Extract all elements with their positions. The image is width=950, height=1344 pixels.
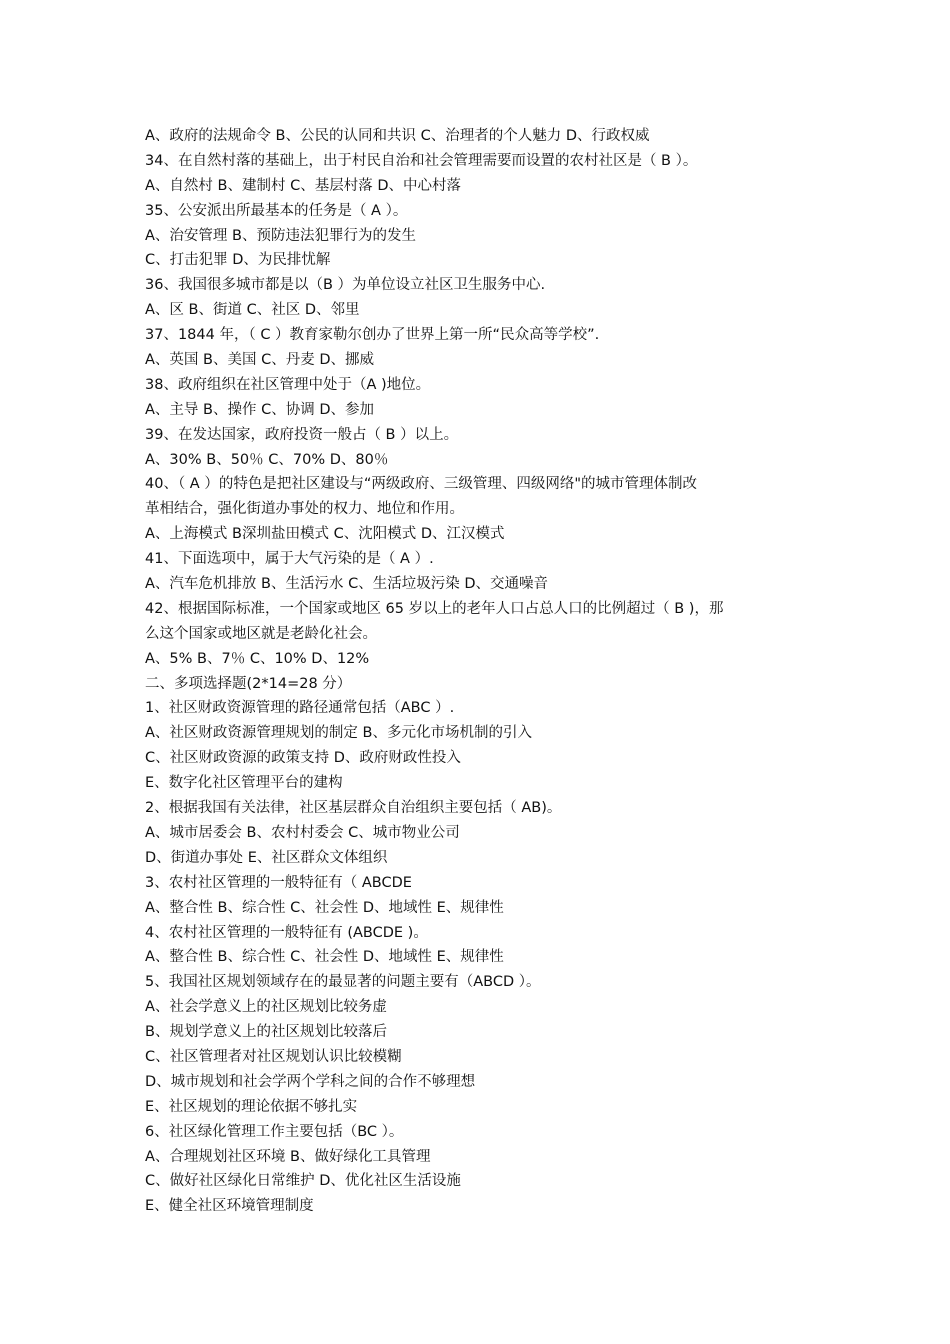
question-40: 40、（ A ）的特色是把社区建设与“两级政府、三级管理、四级网络"的城市管理体制改 [145, 476, 698, 493]
multi-options-5-b: B、规划学意义上的社区规划比较落后 [145, 1024, 387, 1041]
multi-options-1-a: A、社区财政资源管理规划的制定 B、多元化市场机制的引入 [145, 725, 532, 742]
multi-options-2-b: D、街道办事处 E、社区群众文体组织 [145, 849, 388, 866]
multi-options-6-b: C、做好社区绿化日常维护 D、优化社区生活设施 [145, 1173, 461, 1190]
multi-options-6-a: A、合理规划社区环境 B、做好绿化工具管理 [145, 1148, 431, 1165]
options-38: A、主导 B、操作 C、协调 D、参加 [145, 401, 374, 418]
options-34: A、自然村 B、建制村 C、基层村落 D、中心村落 [145, 177, 461, 194]
question-42: 42、根据国际标准，一个国家或地区 65 岁以上的老年人口占总人口的比例超过（ B )，那 [145, 600, 724, 617]
multi-question-2: 2、根据我国有关法律，社区基层群众自治组织主要包括（ AB)。 [145, 800, 562, 817]
question-34: 34、在自然村落的基础上，出于村民自治和社会管理需要而设置的农村社区是（ B ）。 [145, 152, 698, 169]
question-39: 39、在发达国家，政府投资一般占（ B ）以上。 [145, 426, 459, 443]
multi-options-5-c: C、社区管理者对社区规划认识比较模糊 [145, 1048, 402, 1065]
multi-options-6-c: E、健全社区环境管理制度 [145, 1198, 314, 1215]
options-42: A、5% B、7％ C、10% D、12% [145, 650, 370, 667]
multi-question-1: 1、社区财政资源管理的路径通常包括（ABC ）. [145, 700, 455, 717]
multi-question-6: 6、社区绿化管理工作主要包括（BC ）。 [145, 1123, 404, 1140]
question-38: 38、政府组织在社区管理中处于（A )地位。 [145, 376, 431, 393]
options-36: A、区 B、街道 C、社区 D、邻里 [145, 302, 360, 319]
options-40: A、上海模式 B深圳盐田模式 C、沈阳模式 D、江汉模式 [145, 526, 505, 543]
options-37: A、英国 B、美国 C、丹麦 D、挪威 [145, 352, 374, 369]
question-40-cont: 革相结合，强化街道办事处的权力、地位和作用。 [145, 501, 464, 518]
document-body [145, 124, 815, 1219]
multi-options-1-c: E、数字化社区管理平台的建构 [145, 775, 343, 792]
question-36: 36、我国很多城市都是以（B ）为单位设立社区卫生服务中心. [145, 277, 546, 294]
multi-options-1-b: C、社区财政资源的政策支持 D、政府财政性投入 [145, 750, 461, 767]
options-39: A、30% B、50％ C、70% D、80％ [145, 451, 389, 468]
section-heading: 二、多项选择题(2*14=28 分） [145, 675, 352, 692]
question-41: 41、下面选项中，属于大气污染的是（ A ）. [145, 551, 434, 568]
options-41: A、汽车危机排放 B、生活污水 C、生活垃圾污染 D、交通噪音 [145, 576, 548, 593]
options-35-a: A、治安管理 B、预防违法犯罪行为的发生 [145, 227, 416, 244]
multi-question-3: 3、农村社区管理的一般特征有（ ABCDE [145, 874, 412, 891]
multi-options-5-a: A、社会学意义上的社区规划比较务虚 [145, 999, 387, 1016]
question-42-cont: 么这个国家或地区就是老龄化社会。 [145, 625, 377, 642]
options-35-b: C、打击犯罪 D、为民排忧解 [145, 252, 331, 269]
question-35: 35、公安派出所最基本的任务是（ A ）。 [145, 202, 408, 219]
multi-question-4: 4、农村社区管理的一般特征有 (ABCDE )。 [145, 924, 428, 941]
multi-options-2-a: A、城市居委会 B、农村村委会 C、城市物业公司 [145, 824, 460, 841]
multi-options-4: A、整合性 B、综合性 C、社会性 D、地域性 E、规律性 [145, 949, 504, 966]
text-line: A、政府的法规命令 B、公民的认同和共识 C、治理者的个人魅力 D、行政权威 [145, 128, 650, 144]
multi-options-5-e: E、社区规划的理论依据不够扎实 [145, 1098, 358, 1115]
multi-options-3: A、整合性 B、综合性 C、社会性 D、地域性 E、规律性 [145, 899, 504, 916]
multi-options-5-d: D、城市规划和社会学两个学科之间的合作不够理想 [145, 1073, 476, 1090]
question-37: 37、1844 年，（ C ）教育家勒尔创办了世界上第一所“民众高等学校”. [145, 327, 600, 344]
multi-question-5: 5、我国社区规划领域存在的最显著的问题主要有（ABCD ）。 [145, 974, 541, 991]
